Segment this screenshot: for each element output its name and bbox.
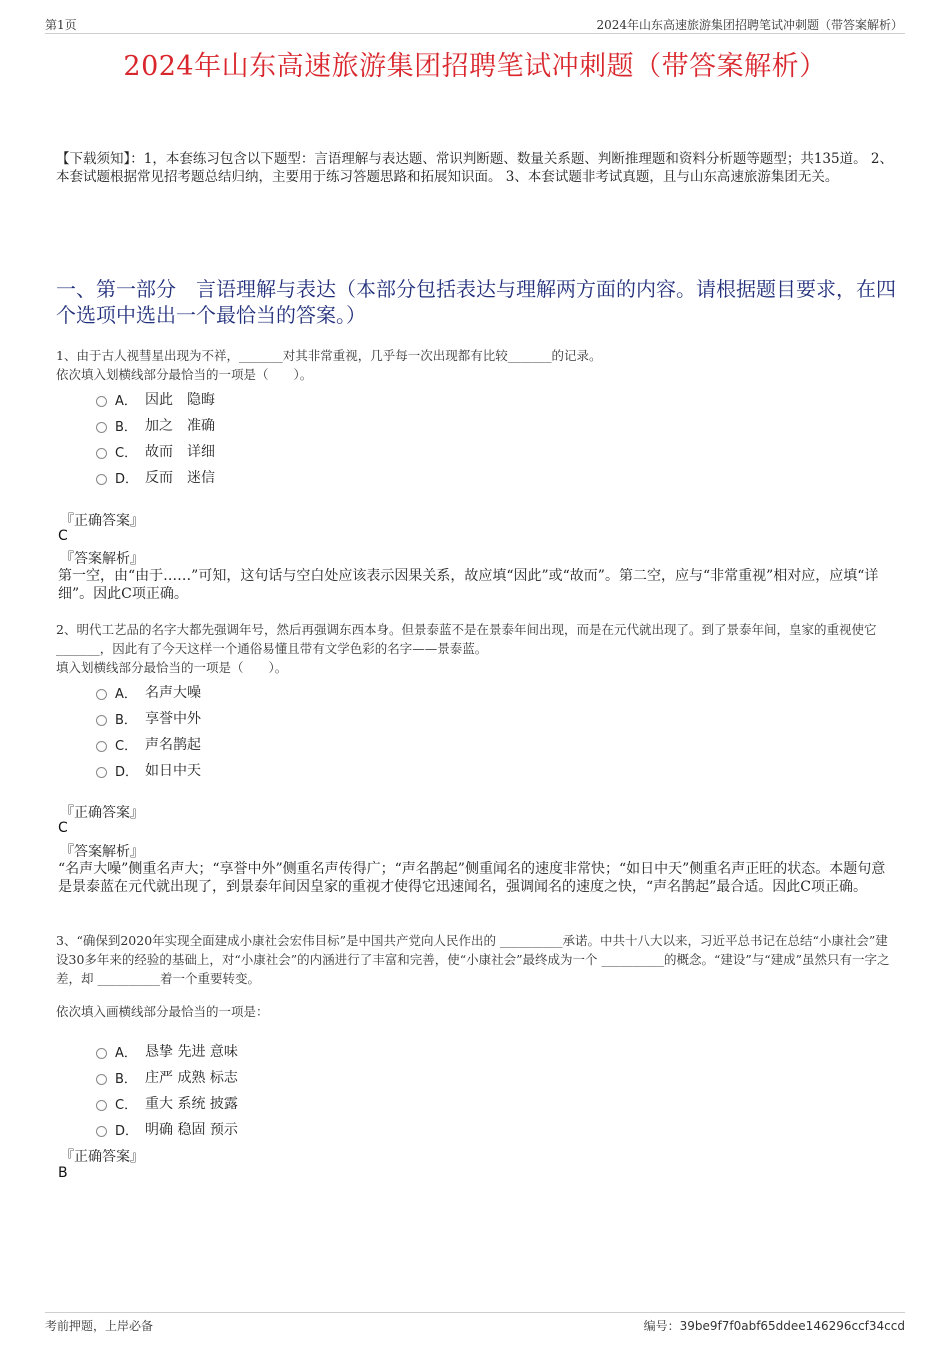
- radio-icon[interactable]: [96, 767, 107, 778]
- option-label: 明确 稳固 预示: [145, 1122, 238, 1138]
- question-text: 1、由于古人视彗星出现为不祥，_______对其非常重视，几乎每一次出现都有比较_______的记录。: [56, 348, 602, 363]
- option-d[interactable]: D． 如日中天: [96, 757, 201, 783]
- option-label: 反而 迷信: [145, 470, 215, 486]
- option-label: 重大 系统 披露: [145, 1096, 238, 1112]
- options-q3: [96, 1038, 238, 1142]
- document-title: 2024年山东高速旅游集团招聘笔试冲刺题（带答案解析）: [123, 51, 827, 82]
- question-3: [56, 931, 898, 1021]
- radio-icon[interactable]: [96, 1100, 107, 1111]
- question-text: 2、明代工艺品的名字大都先强调年号，然后再强调东西本身。但景泰蓝不是在景泰年间出现，而是在元代就出现了。到了景泰年间，皇家的重视使它_______，因此有了今天这样一个通俗易懂且带有文学色彩的名字——景泰蓝。: [56, 622, 877, 656]
- option-c[interactable]: C． 重大 系统 披露: [96, 1090, 238, 1116]
- answer-label: 『正确答案』: [60, 1149, 144, 1165]
- option-b[interactable]: B． 享誉中外: [96, 705, 201, 731]
- question-prompt: 填入划横线部分最恰当的一项是（ ）。: [56, 660, 288, 675]
- options-q1: [96, 386, 215, 490]
- option-label: 享誉中外: [145, 711, 201, 727]
- page-footer: [45, 1312, 905, 1334]
- radio-icon[interactable]: [96, 396, 107, 407]
- question-2: [56, 620, 898, 677]
- option-a[interactable]: A． 因此 隐晦: [96, 386, 215, 412]
- radio-icon[interactable]: [96, 422, 107, 433]
- analysis-text: 第一空，由“由于……”可知，这句话与空白处应该表示因果关系，故应填“因此”或“故而”。第二空，应与“非常重视”相对应，应填“详细”。因此C项正确。: [58, 568, 879, 602]
- radio-icon[interactable]: [96, 448, 107, 459]
- option-label: 故而 详细: [145, 444, 215, 460]
- answer-value: C: [58, 820, 68, 836]
- option-label: 因此 隐晦: [145, 392, 215, 408]
- option-a[interactable]: A． 恳挚 先进 意味: [96, 1038, 238, 1064]
- option-a[interactable]: A． 名声大噪: [96, 679, 201, 705]
- radio-icon[interactable]: [96, 689, 107, 700]
- download-notice: 【下载须知】：1，本套练习包含以下题型：言语理解与表达题、常识判断题、数量关系题、判断推理题和资料分析题等题型；共135道。 2、本套试题根据常见招考题总结归纳，主要用于练习答题思路和拓展知识面。 3、本套试题非考试真题，且与山东高速旅游集团无关。: [56, 151, 893, 185]
- option-c[interactable]: C． 声名鹊起: [96, 731, 201, 757]
- header-doc-title: 2024年山东高速旅游集团招聘笔试冲刺题（带答案解析）: [596, 18, 903, 32]
- option-b[interactable]: B． 加之 准确: [96, 412, 215, 438]
- page-header: [45, 14, 905, 34]
- option-label: 恳挚 先进 意味: [145, 1044, 238, 1060]
- radio-icon[interactable]: [96, 1048, 107, 1059]
- option-label: 声名鹊起: [145, 737, 201, 753]
- analysis-text: “名声大噪”侧重名声大；“享誉中外”侧重名声传得广；“声名鹊起”侧重闻名的速度非常快；“如日中天”侧重名声正旺的状态。本题句意是景泰蓝在元代就出现了，到景泰年间因皇家的重视才使得它迅速闻名，强调闻名的速度之快，“声名鹊起”最合适。因此C项正确。: [58, 861, 886, 895]
- question-prompt: 依次填入画横线部分最恰当的一项是：: [56, 1004, 269, 1019]
- page-number: 第1页: [45, 18, 77, 32]
- radio-icon[interactable]: [96, 741, 107, 752]
- answer-label: 『正确答案』: [60, 805, 144, 821]
- option-label: 如日中天: [145, 763, 201, 779]
- radio-icon[interactable]: [96, 1074, 107, 1085]
- option-c[interactable]: C． 故而 详细: [96, 438, 215, 464]
- radio-icon[interactable]: [96, 474, 107, 485]
- radio-icon[interactable]: [96, 715, 107, 726]
- answer-label: 『正确答案』: [60, 513, 144, 529]
- analysis-label: 『答案解析』: [60, 844, 144, 860]
- option-label: 加之 准确: [145, 418, 215, 434]
- question-text: 3、“确保到2020年实现全面建成小康社会宏伟目标”是中国共产党向人民作出的 __________承诺。中共十八大以来，习近平总书记在总结“小康社会”建设30多年来的经验的基础上，对“小康社会”的内涵进行了丰富和完善，使“小康社会”最终成为一个 __________的概念。“建设”与“建成”虽然只有一字之差，却 __________着一个重要转变。: [56, 933, 890, 986]
- footer-doc-id: 编号：39be9f7f0abf65ddee146296ccf34ccd: [643, 1319, 905, 1333]
- option-label: 名声大噪: [145, 685, 201, 701]
- option-d[interactable]: D． 反而 迷信: [96, 464, 215, 490]
- option-b[interactable]: B． 庄严 成熟 标志: [96, 1064, 238, 1090]
- option-label: 庄严 成熟 标志: [145, 1070, 238, 1086]
- question-prompt: 依次填入划横线部分最恰当的一项是（ ）。: [56, 367, 313, 382]
- radio-icon[interactable]: [96, 1126, 107, 1137]
- answer-value: B: [58, 1165, 68, 1181]
- footer-slogan: 考前押题，上岸必备: [45, 1319, 154, 1333]
- options-q2: [96, 679, 201, 783]
- option-d[interactable]: D． 明确 稳固 预示: [96, 1116, 238, 1142]
- answer-value: C: [58, 528, 68, 544]
- question-1: [56, 346, 898, 384]
- section-heading: 一、第一部分 言语理解与表达（本部分包括表达与理解两方面的内容。请根据题目要求，在四个选项中选出一个最恰当的答案。）: [56, 277, 896, 327]
- analysis-label: 『答案解析』: [60, 551, 144, 567]
